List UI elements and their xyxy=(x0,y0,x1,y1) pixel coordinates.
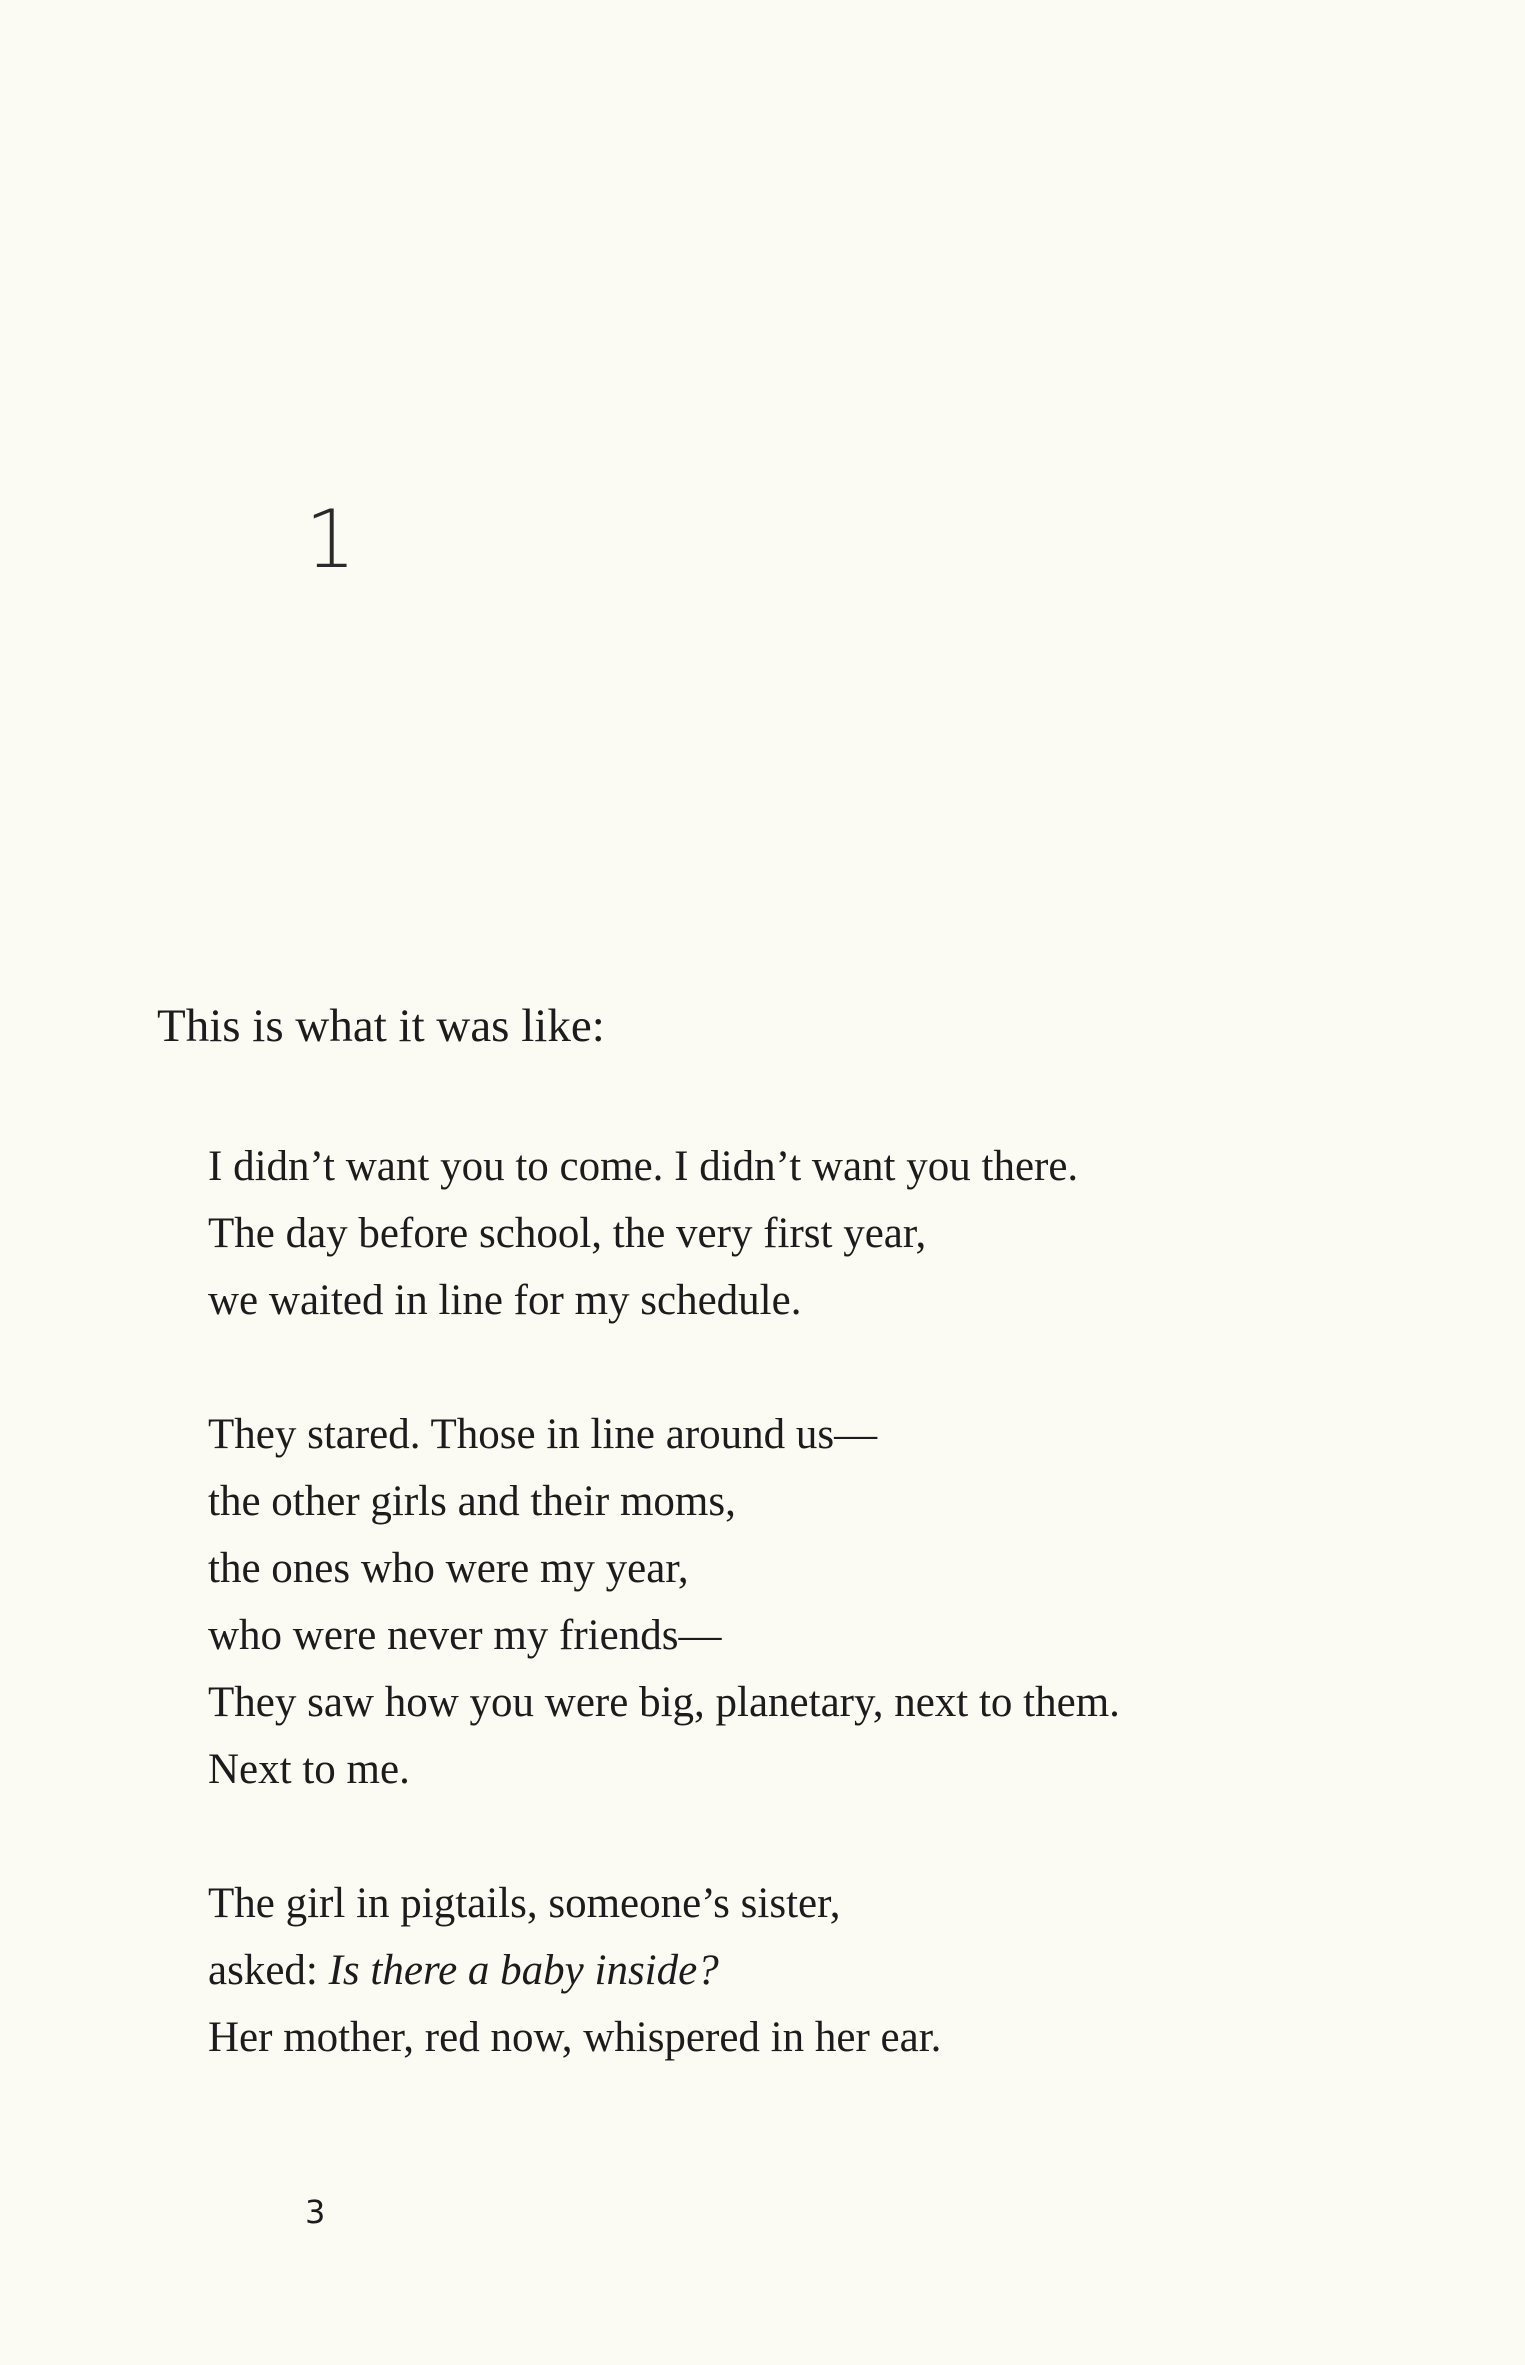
stanza-2 xyxy=(208,1401,1120,1803)
poem-line: Her mother, red now, whispered in her ear. xyxy=(208,2014,942,2061)
poem-line: They stared. Those in line around us— xyxy=(208,1411,878,1458)
stanza-3 xyxy=(208,1870,941,2071)
italic-question: Is there a baby inside? xyxy=(328,1947,719,1994)
stanza-1 xyxy=(208,1133,1078,1334)
poem-line: the ones who were my year, xyxy=(208,1545,689,1592)
poem-line: we waited in line for my schedule. xyxy=(208,1277,802,1324)
poem-line: the other girls and their moms, xyxy=(208,1478,736,1525)
chapter-number: 1 xyxy=(305,493,356,586)
poem-line: I didn’t want you to come. I didn’t want you there. xyxy=(208,1143,1079,1190)
intro-line: This is what it was like: xyxy=(157,1000,605,1052)
asked-prefix: asked: xyxy=(208,1947,329,1994)
poem-line: The girl in pigtails, someone’s sister, xyxy=(208,1880,841,1927)
page-number: 3 xyxy=(305,2193,326,2231)
poem-line: They saw how you were big, planetary, next to them. xyxy=(208,1679,1120,1726)
poem-line: who were never my friends— xyxy=(208,1612,722,1659)
poem-line-asked xyxy=(208,1937,941,2004)
poem-line: The day before school, the very first year, xyxy=(208,1210,927,1257)
poem-line: Next to me. xyxy=(208,1746,410,1793)
